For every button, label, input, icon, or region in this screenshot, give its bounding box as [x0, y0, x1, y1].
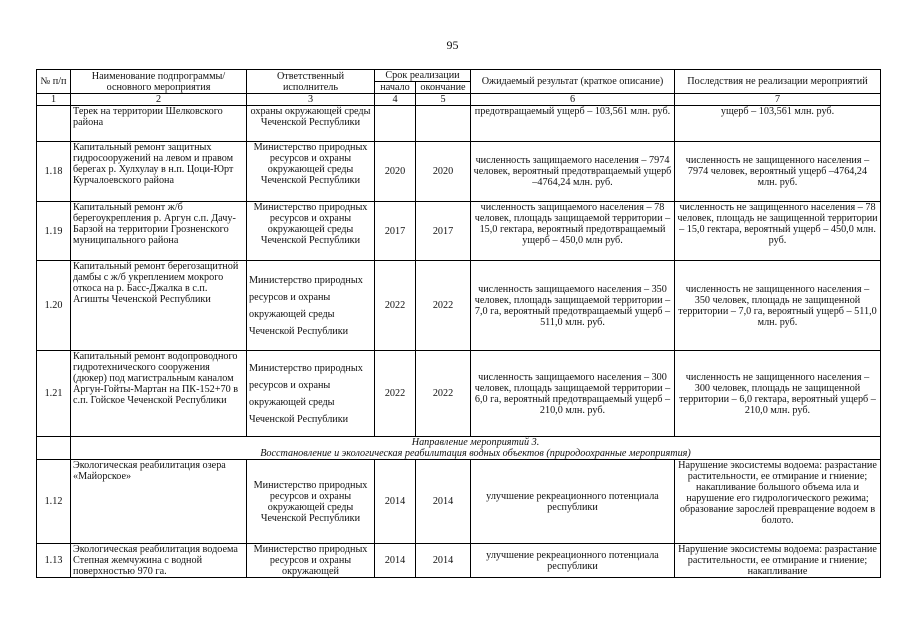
- row-result: численность защищаемого населения – 350 человек, площадь защищаемой территории – 7,0 га, вероятный предотвращаемый ущерб – 511,0 млн. руб.: [471, 261, 675, 351]
- row-end: [416, 106, 471, 142]
- row-number: 1.20: [37, 261, 71, 351]
- table-row: [37, 142, 881, 202]
- row-start: 2014: [375, 544, 416, 578]
- row-name: Капитальный ремонт берегозащитной дамбы с ж/б укреплением мокрого откоса на р. Басс-Джалка в с.п. Агишты Чеченской Республики: [71, 261, 247, 351]
- header-end: окончание: [416, 82, 471, 94]
- header-consequences: Последствия не реализации мероприятий: [675, 70, 881, 94]
- table-row: [37, 261, 881, 351]
- row-name: Экологическая реабилитация водоема Степная жемчужина с водной поверхностью 970 га.: [71, 544, 247, 578]
- page-number: 95: [446, 38, 459, 52]
- row-consequences: ущерб – 103,561 млн. руб.: [675, 106, 881, 142]
- row-start: 2020: [375, 142, 416, 202]
- row-consequences: численность не защищенного населения – 300 человек, площадь не защищенной территории – 6,0 гектара, вероятный ущерб – 210,0 млн. руб.: [675, 351, 881, 437]
- row-consequences: численность не защищенного населения – 350 человек, площадь не защищенной территории – 7,0 га, вероятный ущерб – 511,0 млн. руб.: [675, 261, 881, 351]
- row-number: 1.21: [37, 351, 71, 437]
- row-result: улучшение рекреационного потенциала республики: [471, 460, 675, 544]
- row-number: 1.13: [37, 544, 71, 578]
- row-consequences: Нарушение экосистемы водоема: разрастание растительности, ее отмирание и гниение; накапливание: [675, 544, 881, 578]
- column-number: 2: [71, 94, 247, 106]
- table-row: [37, 460, 881, 544]
- header-num: № п/п: [37, 70, 71, 94]
- measures-table: [36, 69, 881, 578]
- row-executor: Министерство природных ресурсов и охраны окружающей среды Чеченской Республики: [247, 202, 375, 261]
- row-result: численность защищаемого населения – 7974 человек, вероятный предотвращаемый ущерб –4764,24 млн. руб.: [471, 142, 675, 202]
- row-number: 1.12: [37, 460, 71, 544]
- section-row: [37, 437, 881, 460]
- row-name: Капитальный ремонт водопроводного гидротехнического сооружения (дюкер) под магистральным каналом Аргун-Гойты-Мартан на ПК-152+70 в с.п. Гойское Чеченской Республики: [71, 351, 247, 437]
- row-start: 2022: [375, 351, 416, 437]
- section-line-2: Восстановление и экологическая реабилитация водных объектов (природоохранные мероприятия): [260, 448, 691, 459]
- table-row: [37, 106, 881, 142]
- row-result: предотвращаемый ущерб – 103,561 млн. руб.: [471, 106, 675, 142]
- column-number: 5: [416, 94, 471, 106]
- row-end: 2014: [416, 460, 471, 544]
- column-number: 1: [37, 94, 71, 106]
- row-executor: охраны окружающей среды Чеченской Республики: [247, 106, 375, 142]
- row-name: Капитальный ремонт защитных гидросооружений на левом и правом берегах р. Хулхулау в н.п. Цоци-Юрт Курчалоевского района: [71, 142, 247, 202]
- row-consequences: численность не защищенного населения – 7974 человек, вероятный ущерб –4764,24 млн. руб.: [675, 142, 881, 202]
- row-number: [37, 106, 71, 142]
- table-row: [37, 202, 881, 261]
- row-start: [375, 106, 416, 142]
- row-number: 1.18: [37, 142, 71, 202]
- row-start: 2022: [375, 261, 416, 351]
- header-start: начало: [375, 82, 416, 94]
- row-name: Экологическая реабилитация озера «Майорское»: [71, 460, 247, 544]
- row-end: 2022: [416, 261, 471, 351]
- row-name: Капитальный ремонт ж/б берегоукрепления р. Аргун с.п. Дачу-Барзой на территории Грозненского муниципального района: [71, 202, 247, 261]
- row-end: 2022: [416, 351, 471, 437]
- row-end: 2017: [416, 202, 471, 261]
- column-number: 7: [675, 94, 881, 106]
- header-executor: Ответственный исполнитель: [247, 70, 375, 94]
- row-consequences: Нарушение экосистемы водоема: разрастание растительности, ее отмирание и гниение; накапливание большого объема ила и нарушение его гидрологического режима; образование зарослей превращение водоем в болото.: [675, 460, 881, 544]
- row-executor: Министерство природных ресурсов и охраны окружающей среды Чеченской Республики: [247, 351, 375, 437]
- header-period: Срок реализации: [375, 70, 471, 82]
- row-executor: Министерство природных ресурсов и охраны окружающей среды Чеченской Республики: [247, 261, 375, 351]
- header-name: Наименование подпрограммы/ основного мероприятия: [71, 70, 247, 94]
- row-start: 2014: [375, 460, 416, 544]
- section-spacer: [37, 437, 71, 460]
- table-row: [37, 544, 881, 578]
- row-end: 2020: [416, 142, 471, 202]
- row-result: численность защищаемого населения – 300 человек, площадь защищаемой территории – 6,0 га, вероятный предотвращаемый ущерб – 210,0 млн. руб.: [471, 351, 675, 437]
- section-line-1: Направление мероприятий 3.: [411, 437, 540, 448]
- table-row: [37, 351, 881, 437]
- column-number: 6: [471, 94, 675, 106]
- section-title: [71, 437, 881, 460]
- row-executor: Министерство природных ресурсов и охраны окружающей: [247, 544, 375, 578]
- row-start: 2017: [375, 202, 416, 261]
- row-name: Терек на территории Шелковского района: [71, 106, 247, 142]
- header-result: Ожидаемый результат (краткое описание): [471, 70, 675, 94]
- row-result: численность защищаемого населения – 78 человек, площадь защищаемой территории – 15,0 гектара, вероятный предотвращаемый ущерб – 450,0 млн руб.: [471, 202, 675, 261]
- column-number: 4: [375, 94, 416, 106]
- row-consequences: численность не защищенного населения – 78 человек, площадь не защищенной территории – 15,0 гектара, вероятный ущерб – 450,0 млн. руб.: [675, 202, 881, 261]
- row-executor: Министерство природных ресурсов и охраны окружающей среды Чеченской Республики: [247, 142, 375, 202]
- row-result: улучшение рекреационного потенциала республики: [471, 544, 675, 578]
- column-number: 3: [247, 94, 375, 106]
- row-end: 2014: [416, 544, 471, 578]
- row-executor: Министерство природных ресурсов и охраны окружающей среды Чеченской Республики: [247, 460, 375, 544]
- row-number: 1.19: [37, 202, 71, 261]
